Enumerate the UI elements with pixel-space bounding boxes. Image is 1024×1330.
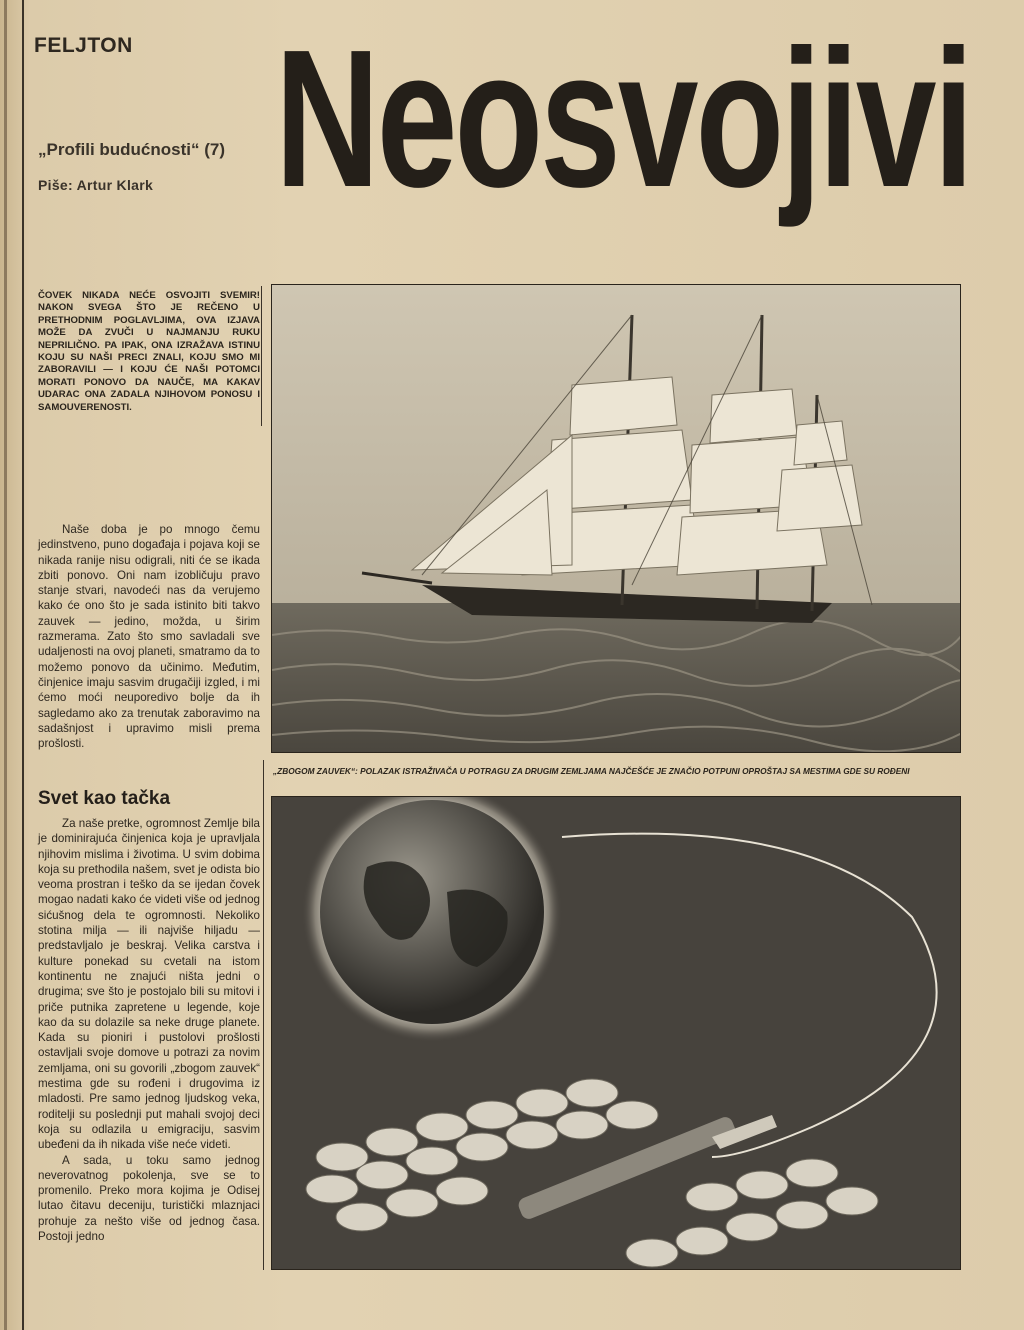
body-paragraph: A sada, u toku samo jednog neverovatnog pokolenja, sve se to promenilo. Preko mora kojima je Odisej lutao čitavu deceniju, turistički mlaznjaci prohuje za nešto više od jednog časa. Postoji jedno [38, 1153, 260, 1244]
body-paragraph: Za naše pretke, ogromnost Zemlje bila je dominirajuća činjenica koja je upravljala njihovim mislima i životima. U svim dobima koja su prethodila našem, svet je odista bio veoma prostran i teško da se ijedan čovek mogao nadati kako će videti više od jednog sićušnog dela te ogromnosti. Nekoliko stotina milja — ili najviše hiljadu — predstavljalo je beskraj. Velika carstva i kulture ponekad su cvetali na istom kontinentu ne znajući ništa jedni o drugima; sve što je postojalo bili su mitovi i priče putnika zapretene u legende, koje kao da su dolazile sa neke druge planete. Kada su pioniri i pustolovi prošlosti ostavljali svoje domove u potrazi za novim zemljama, oni su govorili „zbogom zauvek“ mestima gde su rođeni i drugovima iz mladosti. Pre samo jednog ljudskog veka, roditelji su poslednji put mahali svojoj deci koja su odlazila u emigraciju, sasvim ubeđeni da ih nikada više neće videti. [38, 817, 260, 1152]
ship-illustration [271, 284, 961, 753]
lead-rule [261, 286, 262, 426]
body-column [38, 816, 260, 1244]
space-picture [272, 797, 961, 1270]
subheading: Svet kao tačka [38, 788, 171, 809]
lead-paragraph: ČOVEK NIKADA NEĆE OSVOJITI SVEMIR! NAKON SVEGA ŠTO JE REČENO U PRETHODNIM POGLAVLJIMA, OVA IZJAVA MOŽE DA ZVUČI U NAJMANJU RUKU NEPRILIČNO. PA IPAK, ONA IZRAŽAVA ISTINU KOJU SU NAŠI PRECI ZNALI, KOJU SMO MI ZABORAVILI — I KOJU ĆE NAŠI POTOMCI MORATI PONOVO DA NAUČE, MA KAKAV UDARAC ONA ZADALA NJIHOVOM PONOSU I SAMOUVERENOSTI. [38, 290, 260, 413]
column-rule [263, 760, 264, 1270]
headline: Neosvojivi [275, 9, 971, 228]
ship-picture [272, 285, 961, 753]
space-illustration [271, 796, 961, 1270]
series-title: „Profili budućnosti“ (7) [38, 140, 225, 159]
intro-paragraph: Naše doba je po mnogo čemu jedinstveno, puno događaja i pojava koji se nikada ranije nisu odigrali, niti će se ikada zbiti ponovo. Oni nam izobličuju pravo stanje stvari, navodeći nas da verujemo kako će ono što je sada istinito biti takvo zauvek — jedino, možda, u širim razmerama. Zato što smo savladali sve udaljenosti na ovoj planeti, smatramo da to možemo ponovo da učinimo. Međutim, činjenice imaju sasvim drugačiji izgled, i mi ćemo moći neuporedivo bolje da ih sagledamo ako za trenutak zaboravimo na sadašnjost i upravimo misli prema prošlosti. [38, 523, 260, 751]
section-label: FELJTON [34, 34, 133, 57]
photo-caption: „ZBOGOM ZAUVEK“: POLAZAK ISTRAŽIVAČA U POTRAGU ZA DRUGIM ZEMLJAMA NAJČEŠĆE JE ZNAČIO POTPUNI OPROŠTAJ SA MESTIMA GDE SU ROĐENI [273, 766, 910, 776]
author-line: Piše: Artur Klark [38, 177, 154, 193]
margin-rule [22, 0, 24, 1330]
binding-edge [4, 0, 7, 1330]
